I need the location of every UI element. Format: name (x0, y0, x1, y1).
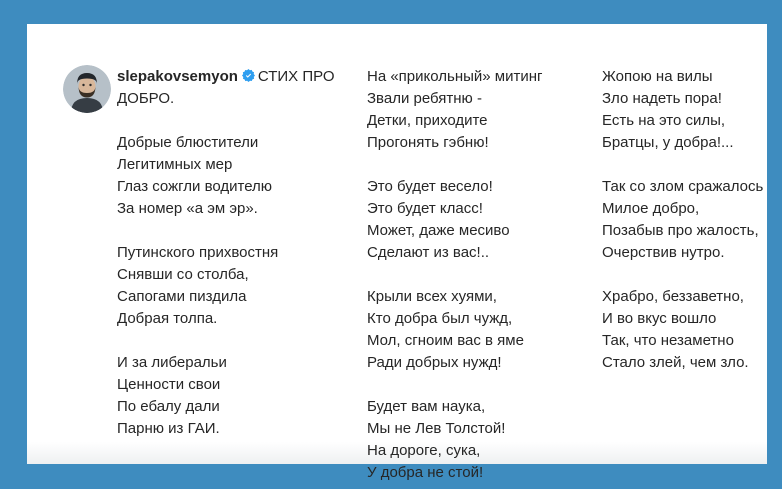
poem-line: Ради добрых нужд! (367, 354, 502, 371)
post-card (27, 24, 767, 481)
poem-line: Ценности свои (117, 376, 221, 393)
poem-line: Крыли всех хуями, (367, 288, 497, 305)
poem-line: На «прикольный» митинг (367, 68, 543, 85)
poem-column (602, 66, 763, 374)
poem-stanza (117, 352, 355, 440)
poem-line: И за либеральи (117, 354, 227, 371)
poem-line: Братцы, у добра!... (602, 134, 734, 151)
post-header (117, 66, 355, 110)
poem-line: Стало злей, чем зло. (602, 354, 749, 371)
poem-line: Мы не Лев Толстой! (367, 420, 506, 437)
poem-line: Прогонять гэбню! (367, 134, 489, 151)
poem-line: Путинского прихвостня (117, 244, 279, 261)
poem-line: Добрая толпа. (117, 310, 218, 327)
poem-stanza (602, 66, 763, 154)
poem-stanza (602, 286, 763, 374)
poem-line: Легитимных мер (117, 156, 233, 173)
poem-stanza (117, 132, 355, 220)
poem-line: Глаз сожгли водителю (117, 178, 273, 195)
avatar-image (63, 65, 111, 113)
poem-column (367, 66, 543, 484)
poem-line: Детки, приходите (367, 112, 488, 129)
poem-stanza (367, 286, 543, 374)
verified-badge-icon (242, 66, 255, 88)
poem-line: Сапогами пиздила (117, 288, 247, 305)
poem-line: На дороге, сука, (367, 442, 481, 459)
poem-line: Снявши со столба, (117, 266, 249, 283)
poem-line: Сделают из вас!.. (367, 244, 490, 261)
poem-line: Позабыв про жалость, (602, 222, 759, 239)
poem-stanza (367, 396, 543, 484)
poem-stanza (367, 66, 543, 154)
poem-line: Так со злом сражалось (602, 178, 764, 195)
poem-line: Мол, сгноим вас в яме (367, 332, 524, 349)
poem-stanza (367, 176, 543, 264)
poem-line: Зло надеть пора! (602, 90, 722, 107)
poem-line: Парню из ГАИ. (117, 420, 220, 437)
poem-line: И во вкус вошло (602, 310, 717, 327)
poem-line: Может, даже месиво (367, 222, 510, 239)
username-link[interactable]: slepakovsemyon (117, 68, 238, 85)
poem-line: Это будет класс! (367, 200, 483, 217)
post-title-text: СТИХ ПРО ДОБРО. (117, 68, 335, 107)
poem-line: По ебалу дали (117, 398, 220, 415)
poem-line: Жопою на вилы (602, 68, 713, 85)
poem-line: У добра не стой! (367, 464, 484, 481)
profile-avatar[interactable] (63, 65, 111, 113)
poem-stanza (602, 176, 763, 264)
poem-line: Это будет весело! (367, 178, 493, 195)
poem-line: Так, что незаметно (602, 332, 734, 349)
poem-line: Будет вам наука, (367, 398, 486, 415)
poem-line: За номер «а эм эр». (117, 200, 258, 217)
poem-line: Звали ребятню - (367, 90, 482, 107)
poem-column (117, 132, 355, 440)
poem-line: Есть на это силы, (602, 112, 726, 129)
poem-line: Добрые блюстители (117, 134, 259, 151)
poem-stanza (117, 242, 355, 330)
post-column-first (117, 66, 355, 440)
poem-line: Очерствив нутро. (602, 244, 725, 261)
poem-line: Кто добра был чужд, (367, 310, 513, 327)
poem-line: Милое добро, (602, 200, 700, 217)
poem-line: Храбро, беззаветно, (602, 288, 744, 305)
